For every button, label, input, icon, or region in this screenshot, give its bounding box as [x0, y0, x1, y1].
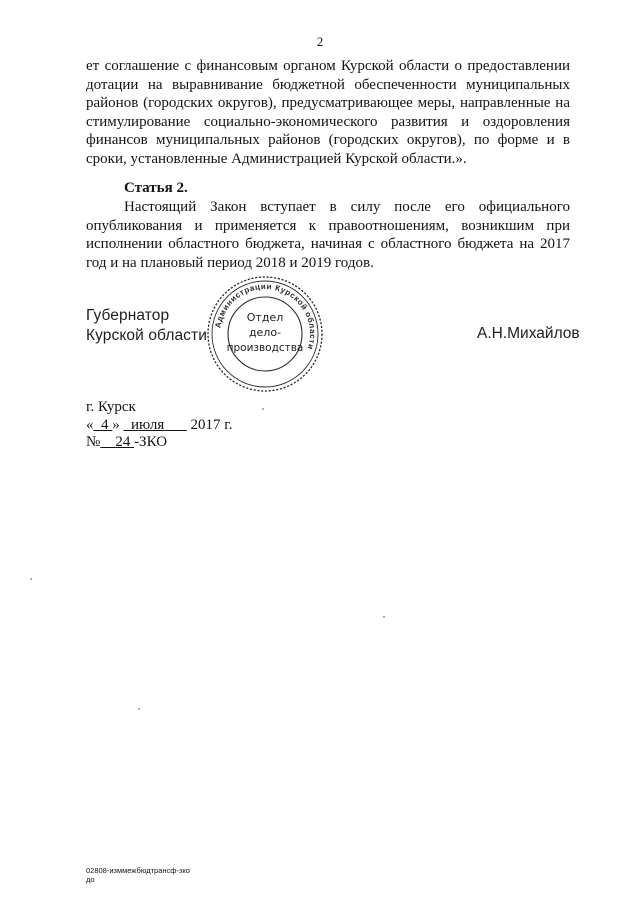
- position-line-2: Курской области: [86, 327, 207, 344]
- office-stamp-icon: [204, 273, 326, 395]
- enactment-block: [86, 399, 232, 452]
- enactment-month: июля: [131, 416, 165, 433]
- stamp-center-line-1: Отдел: [246, 311, 284, 324]
- enactment-city: г. Курск: [86, 399, 136, 415]
- stamp-center-line-2: дело-: [248, 326, 282, 339]
- scan-speck: [262, 408, 264, 410]
- scan-speck: [383, 616, 385, 618]
- enactment-date: « 4 » июля 2017 г.: [86, 416, 233, 433]
- enactment-day: 4: [101, 416, 109, 433]
- paragraph-continuation: ет соглашение с финансовым органом Курской области о предоставлении дотации на выравнивание бюджетной обеспеченности муниципальных районов (городских округов), предусматривающее меры, направленные на стимулирование социально-экономического развития и оздоровления финансов муниципальных районов (городских округов), по форме и в сроки, установленные Администрацией Курской области.».: [86, 58, 570, 167]
- scan-speck: [138, 708, 140, 710]
- enactment-year: 2017 г.: [190, 416, 233, 433]
- article-title: Статья 2.: [124, 180, 188, 196]
- stamp-center-line-3: производства: [226, 342, 304, 354]
- article-text: Настоящий Закон вступает в силу после его официального опубликования и применяется к правоотношениям, возникшим при исполнении областного бюджета, начиная с областного бюджета на 2017 год и на плановый период 2018 и 2019 годов.: [86, 199, 570, 271]
- law-number: 24: [115, 434, 131, 450]
- page-number: 2: [316, 34, 324, 49]
- scan-speck: [30, 578, 32, 580]
- stamp-ring-text: Администрации Курской области: [213, 281, 318, 351]
- signer-name: А.Н.Михайлов: [477, 325, 580, 342]
- enactment-number: № 24 -ЗКО: [86, 434, 168, 450]
- position-line-1: Губернатор: [86, 307, 170, 324]
- footer-file-code: 02808-изммежбюдтрансф-зко до: [86, 866, 190, 884]
- signature-position: [86, 306, 207, 346]
